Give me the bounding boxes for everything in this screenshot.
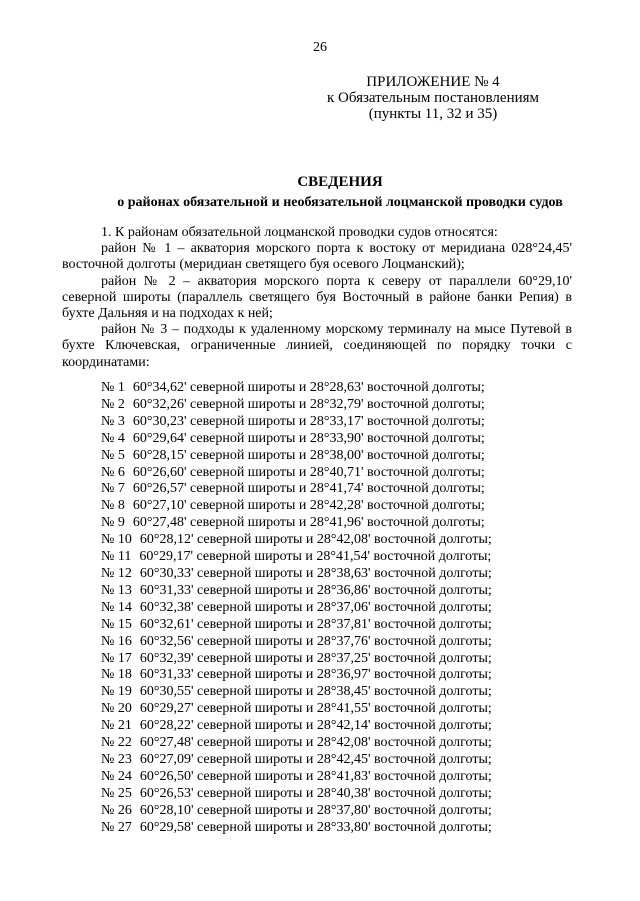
- coordinate-text: 60°31,33' северной широты и 28°36,86' восточной долготы;: [139, 582, 492, 598]
- coordinate-number: № 20: [101, 701, 132, 717]
- coordinate-row: [101, 498, 581, 515]
- appendix-header: [283, 74, 583, 122]
- coordinate-text: 60°32,61' северной широты и 28°37,81' восточной долготы;: [139, 616, 492, 632]
- coordinate-text: 60°32,26' северной широты и 28°32,79' восточной долготы;: [132, 396, 485, 412]
- coordinate-text: 60°29,17' северной широты и 28°41,54' восточной долготы;: [139, 549, 492, 565]
- coordinate-text: 60°27,48' северной широты и 28°41,96' восточной долготы;: [132, 515, 485, 531]
- coordinate-row: [101, 431, 581, 448]
- coordinate-row: [101, 414, 581, 431]
- coordinate-number: № 6: [101, 464, 125, 480]
- coordinate-row: [101, 701, 581, 718]
- coordinate-text: 60°26,50' северной широты и 28°41,83' восточной долготы;: [139, 768, 492, 784]
- coordinate-text: 60°28,15' северной широты и 28°38,00' восточной долготы;: [132, 447, 485, 463]
- appendix-points: (пункты 11, 32 и 35): [368, 106, 498, 122]
- coordinate-row: [101, 515, 581, 532]
- coordinate-row: [101, 380, 581, 397]
- coordinate-number: № 21: [101, 718, 132, 734]
- coordinate-number: № 15: [101, 616, 132, 632]
- coordinate-number: № 26: [101, 802, 132, 818]
- appendix-reference: к Обязательным постановлениям: [326, 90, 540, 106]
- coordinate-number: № 17: [101, 650, 132, 666]
- coordinate-row: [101, 803, 581, 820]
- coordinate-number: № 24: [101, 768, 132, 784]
- coordinate-text: 60°32,56' северной широты и 28°37,76' восточной долготы;: [139, 633, 492, 649]
- coordinate-text: 60°32,39' северной широты и 28°37,25' восточной долготы;: [139, 650, 492, 666]
- coordinate-text: 60°30,33' северной широты и 28°38,63' восточной долготы;: [139, 565, 492, 581]
- coordinate-row: [101, 752, 581, 769]
- coordinate-number: № 19: [101, 684, 132, 700]
- coordinate-number: № 12: [101, 565, 132, 581]
- coordinate-text: 60°27,09' северной широты и 28°42,45' восточной долготы;: [139, 751, 492, 767]
- coordinate-number: № 10: [101, 532, 132, 548]
- coordinate-number: № 16: [101, 633, 132, 649]
- coordinate-row: [101, 786, 581, 803]
- coordinate-number: № 23: [101, 751, 132, 767]
- coordinate-row: [101, 549, 581, 566]
- coordinate-row: [101, 532, 581, 549]
- coordinate-number: № 7: [101, 481, 125, 497]
- coordinate-text: 60°26,53' северной широты и 28°40,38' восточной долготы;: [139, 785, 492, 801]
- paragraph: район № 1 – акватория морского порта к востоку от меридиана 028°24,45' восточной долготы (меридиан светящего буя осевого Лоцманский);: [62, 241, 572, 273]
- coordinate-text: 60°29,27' северной широты и 28°41,55' восточной долготы;: [139, 701, 492, 717]
- coordinate-number: № 1: [101, 380, 125, 395]
- coordinate-number: № 27: [101, 819, 132, 835]
- coordinate-row: [101, 448, 581, 465]
- paragraph: район № 3 – подходы к удаленному морскому терминалу на мысе Путевой в бухте Ключевская, ограниченные линией, соединяющей по порядку точки с координатами:: [62, 322, 572, 370]
- coordinate-number: № 13: [101, 582, 132, 598]
- coordinate-row: [101, 769, 581, 786]
- coordinate-number: № 2: [101, 396, 125, 412]
- coordinate-text: 60°26,60' северной широты и 28°40,71' восточной долготы;: [132, 464, 485, 480]
- coordinate-text: 60°28,12' северной широты и 28°42,08' восточной долготы;: [139, 532, 492, 548]
- coordinate-text: 60°32,38' северной широты и 28°37,06' восточной долготы;: [139, 599, 492, 615]
- coordinate-text: 60°30,23' северной широты и 28°33,17' восточной долготы;: [132, 413, 485, 429]
- coordinate-row: [101, 634, 581, 651]
- coordinate-text: 60°34,62' северной широты и 28°28,63' восточной долготы;: [132, 380, 485, 395]
- coordinate-row: [101, 397, 581, 414]
- coordinate-row: [101, 820, 581, 837]
- document-title: СВЕДЕНИЯ: [297, 174, 383, 190]
- coordinate-text: 60°30,55' северной широты и 28°38,45' восточной долготы;: [139, 684, 492, 700]
- coordinate-row: [101, 651, 581, 668]
- document-body: [62, 225, 572, 371]
- coordinates-list: [101, 380, 581, 836]
- coordinate-number: № 8: [101, 498, 125, 514]
- coordinate-text: 60°26,57' северной широты и 28°41,74' восточной долготы;: [132, 481, 485, 497]
- coordinate-number: № 5: [101, 447, 125, 463]
- coordinate-row: [101, 735, 581, 752]
- coordinate-row: [101, 600, 581, 617]
- coordinate-number: № 22: [101, 735, 132, 751]
- paragraph: 1. К районам обязательной лоцманской проводки судов относятся:: [101, 225, 498, 240]
- coordinate-number: № 9: [101, 515, 125, 531]
- coordinate-number: № 4: [101, 430, 125, 446]
- coordinate-number: № 25: [101, 785, 132, 801]
- paragraph: район № 2 – акватория морского порта к северу от параллели 60°29,10' северной широты (параллель светящего буя Восточный в районе банки Репия) в бухте Дальняя и на подходах к ней;: [62, 273, 572, 322]
- coordinate-row: [101, 583, 581, 600]
- coordinate-row: [101, 566, 581, 583]
- coordinate-row: [101, 617, 581, 634]
- coordinate-row: [101, 465, 581, 482]
- coordinate-text: 60°28,10' северной широты и 28°37,80' восточной долготы;: [139, 802, 492, 818]
- coordinate-row: [101, 481, 581, 498]
- page-number: 26: [313, 40, 327, 55]
- coordinate-number: № 14: [101, 599, 132, 615]
- coordinate-text: 60°28,22' северной широты и 28°42,14' восточной долготы;: [139, 718, 492, 734]
- coordinate-text: 60°29,58' северной широты и 28°33,80' восточной долготы;: [139, 819, 492, 835]
- document-subtitle: о районах обязательной и необязательной лоцманской проводки судов: [117, 195, 563, 210]
- coordinate-text: 60°27,48' северной широты и 28°42,08' восточной долготы;: [139, 735, 492, 751]
- coordinate-row: [101, 667, 581, 684]
- coordinate-number: № 11: [101, 549, 132, 565]
- coordinate-row: [101, 684, 581, 701]
- coordinate-text: 60°27,10' северной широты и 28°42,28' восточной долготы;: [132, 498, 485, 514]
- coordinate-text: 60°29,64' северной широты и 28°33,90' восточной долготы;: [132, 430, 485, 446]
- appendix-label: ПРИЛОЖЕНИЕ № 4: [366, 74, 500, 90]
- coordinate-number: № 3: [101, 413, 125, 429]
- coordinate-text: 60°31,33' северной широты и 28°36,97' восточной долготы;: [139, 667, 492, 683]
- coordinate-number: № 18: [101, 667, 132, 683]
- coordinate-row: [101, 718, 581, 735]
